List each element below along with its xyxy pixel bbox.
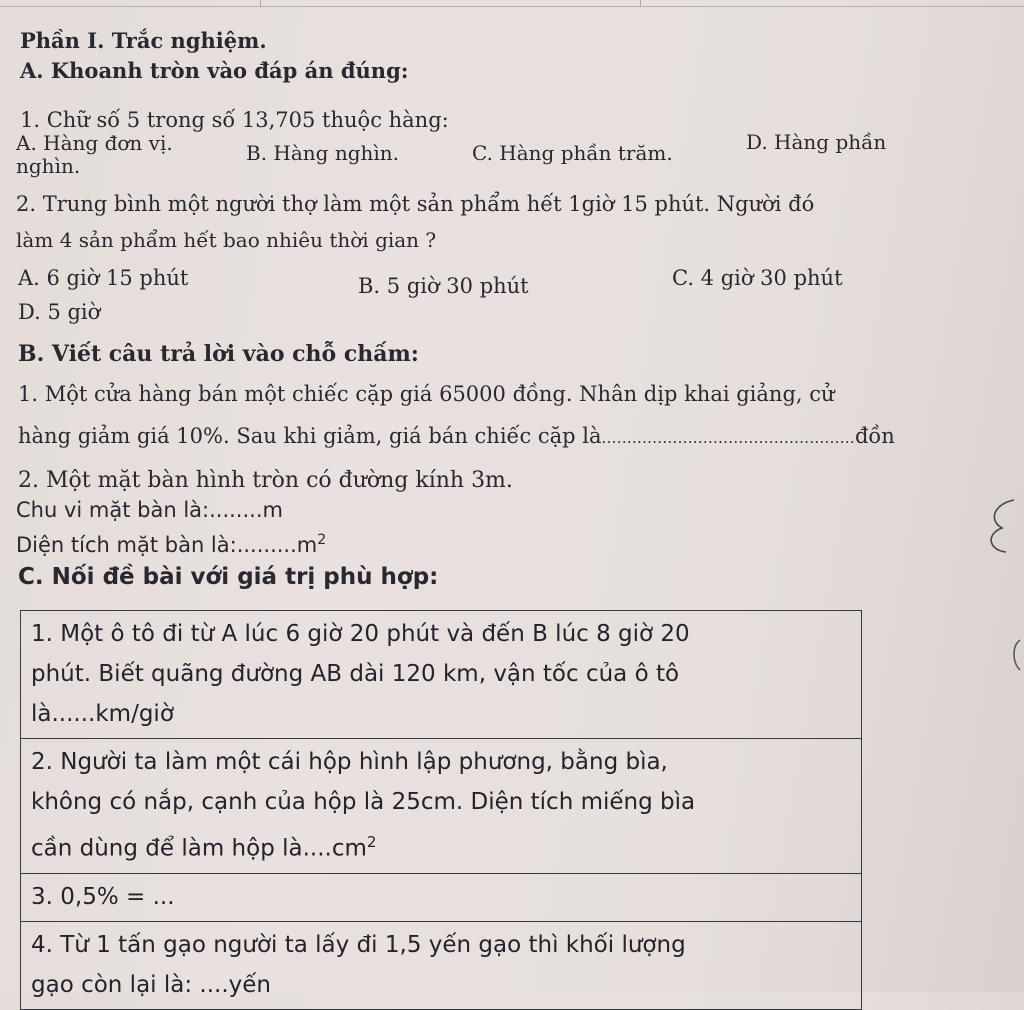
- item-line: 1. Một ô tô đi từ A lúc 6 giờ 20 phút và đến B lúc 8 giờ 20: [31, 621, 690, 647]
- ruler-tick: [640, 0, 641, 6]
- matching-item-4[interactable]: [21, 921, 862, 1009]
- q2-option-b: B. 5 giờ 30 phút: [358, 274, 529, 298]
- item-text: cần dùng để làm hộp là....cm: [31, 835, 367, 862]
- ruler-tick: [260, 0, 261, 6]
- q2-option-a: A. 6 giờ 15 phút: [18, 266, 189, 290]
- item-line: là......km/giờ: [31, 701, 174, 727]
- q1-option-a: A. Hàng đơn vị.: [16, 131, 173, 155]
- section-a-title: A. Khoanh tròn vào đáp án đúng:: [20, 58, 409, 83]
- section-b-question-2: 2. Một mặt bàn hình tròn có đường kính 3m.: [18, 468, 513, 493]
- table-row: [21, 611, 862, 739]
- q1-option-d: D. Hàng phần: [746, 130, 887, 154]
- margin-doodle-icon: [984, 490, 1024, 610]
- q1-option-c: C. Hàng phần trăm.: [472, 141, 673, 165]
- margin-mark-icon: [1000, 636, 1024, 676]
- matching-table: [20, 610, 862, 1010]
- section-c-title: C. Nối đề bài với giá trị phù hợp:: [18, 564, 439, 590]
- unit-label: đồn: [854, 424, 895, 448]
- q2-option-c: C. 4 giờ 30 phút: [672, 266, 843, 290]
- q1-option-d-continued: nghìn.: [16, 154, 81, 178]
- item-line: 3. 0,5% = ...: [31, 883, 175, 910]
- question-1: 1. Chữ số 5 trong số 13,705 thuộc hàng:: [20, 108, 449, 132]
- item-line: gạo còn lại là: ....yến: [31, 971, 271, 998]
- section-b-question-1-line-2: [18, 426, 895, 447]
- table-row: [21, 739, 862, 874]
- table-row: [21, 921, 862, 1009]
- matching-item-3[interactable]: [21, 873, 862, 921]
- matching-item-1[interactable]: [21, 611, 862, 739]
- matching-item-2[interactable]: [21, 739, 862, 874]
- item-line: phút. Biết quãng đường AB dài 120 km, vận tốc của ô tô: [31, 661, 680, 687]
- item-line: 4. Từ 1 tấn gạo người ta lấy đi 1,5 yến gạo thì khối lượng: [31, 931, 686, 958]
- page-top-edge: [0, 0, 1024, 7]
- area-text: Diện tích mặt bàn là:.........m: [16, 533, 318, 557]
- item-line: không có nắp, cạnh của hộp là 25cm. Diện tích miếng bìa: [31, 789, 696, 815]
- question-text: hàng giảm giá 10%. Sau khi giảm, giá bán chiếc cặp là: [18, 424, 602, 448]
- item-line: 2. Người ta làm một cái hộp hình lập phương, bằng bìa,: [31, 749, 668, 775]
- question-2-line-2: làm 4 sản phẩm hết bao nhiêu thời gian ?: [16, 228, 437, 252]
- section-b-question-1-line-1: 1. Một cửa hàng bán một chiếc cặp giá 65000 đồng. Nhân dịp khai giảng, cử: [18, 382, 835, 406]
- area-exponent: 2: [317, 532, 327, 548]
- answer-blank[interactable]: ..................................................: [601, 429, 855, 447]
- perimeter-prompt: Chu vi mặt bàn là:........m: [16, 498, 283, 522]
- q2-option-d: D. 5 giờ: [18, 300, 101, 324]
- table-row: [21, 873, 862, 921]
- item-exponent: 2: [366, 833, 377, 851]
- question-2-line-1: 2. Trung bình một người thợ làm một sản phẩm hết 1giờ 15 phút. Người đó: [16, 192, 815, 216]
- q1-option-b: B. Hàng nghìn.: [246, 141, 400, 165]
- part-title: Phần I. Trắc nghiệm.: [20, 28, 267, 53]
- section-b-title: B. Viết câu trả lời vào chỗ chấm:: [18, 341, 419, 367]
- item-line: [31, 822, 853, 869]
- area-prompt: [16, 533, 326, 556]
